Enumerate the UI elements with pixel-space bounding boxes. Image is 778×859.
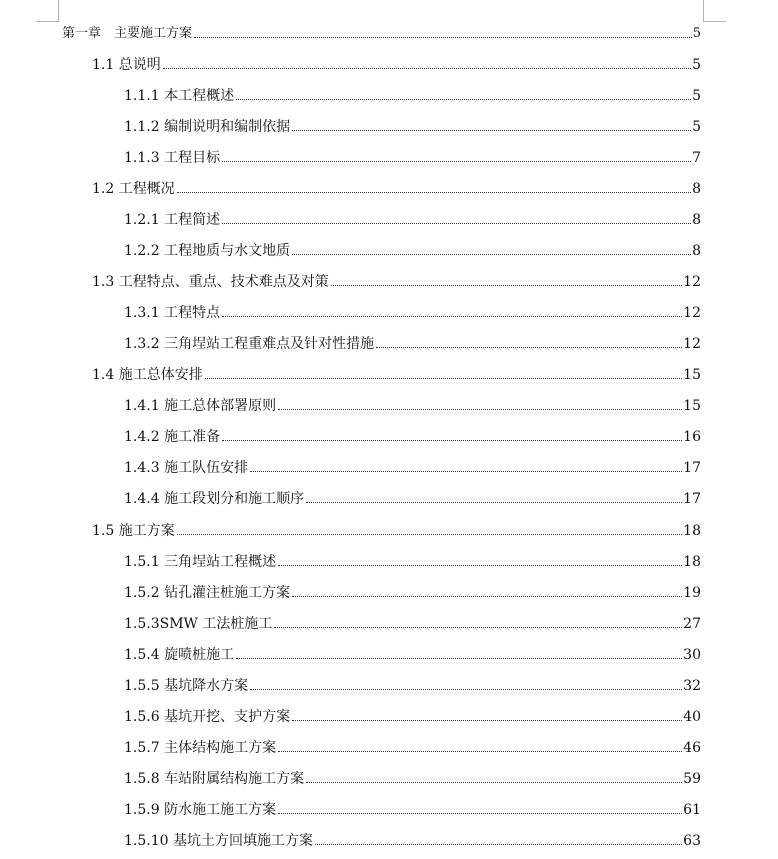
toc-entry-title: 1.4.1 施工总体部署原则 bbox=[124, 398, 277, 414]
toc-entry[interactable] bbox=[124, 706, 701, 726]
toc-entry-page: 15 bbox=[683, 367, 701, 383]
toc-entry-title: 1.5.4 旋喷桩施工 bbox=[124, 647, 235, 663]
toc-entry-page: 17 bbox=[683, 460, 701, 476]
toc-entry[interactable] bbox=[124, 551, 701, 571]
toc-entry[interactable] bbox=[92, 271, 701, 291]
toc-entry-title: 1.5.7 主体结构施工方案 bbox=[124, 740, 277, 756]
toc-entry[interactable] bbox=[124, 768, 701, 788]
toc-entry[interactable] bbox=[124, 85, 701, 105]
toc-entry-page: 30 bbox=[683, 647, 701, 663]
toc-leader-dots bbox=[292, 720, 682, 721]
toc-entry-page: 40 bbox=[683, 709, 701, 725]
toc-entry-title: 1.1.1 本工程概述 bbox=[124, 88, 235, 104]
toc-entry[interactable] bbox=[124, 116, 701, 136]
toc-entry-page: 17 bbox=[683, 491, 701, 507]
toc-entry-page: 5 bbox=[692, 88, 701, 104]
toc-entry-page: 7 bbox=[692, 150, 701, 166]
toc-entry-page: 12 bbox=[683, 305, 701, 321]
toc-entry-title: 1.1.2 编制说明和编制依据 bbox=[124, 119, 291, 135]
toc-entry-page: 15 bbox=[683, 398, 701, 414]
toc-entry[interactable] bbox=[124, 830, 701, 850]
toc-entry-page: 5 bbox=[692, 119, 701, 135]
toc-entry-page: 8 bbox=[692, 181, 701, 197]
toc-entry-title: 1.3.1 工程特点 bbox=[124, 305, 221, 321]
toc-entry[interactable] bbox=[124, 644, 701, 664]
toc-entry-title: 1.3.2 三角埕站工程重难点及针对性措施 bbox=[124, 336, 375, 352]
toc-entry[interactable] bbox=[124, 488, 701, 508]
toc-entry[interactable] bbox=[62, 23, 701, 43]
toc-entry-title: 1.2.1 工程简述 bbox=[124, 212, 221, 228]
toc-entry-title: 1.5.8 车站附属结构施工方案 bbox=[124, 771, 305, 787]
toc-entry-title: 1.5.5 基坑降水方案 bbox=[124, 678, 249, 694]
toc-leader-dots bbox=[306, 502, 682, 503]
toc-leader-dots bbox=[292, 596, 682, 597]
toc-entry[interactable] bbox=[124, 240, 701, 260]
toc-entry-title: 1.1.3 工程目标 bbox=[124, 150, 221, 166]
toc-entry-title: 1.5.10 基坑土方回填施工方案 bbox=[124, 833, 313, 849]
toc-entry-page: 16 bbox=[683, 429, 701, 445]
toc-leader-dots bbox=[236, 99, 691, 100]
toc-leader-dots bbox=[163, 68, 691, 69]
toc-entry-page: 18 bbox=[683, 523, 701, 539]
toc-entry[interactable] bbox=[124, 147, 701, 167]
toc-entry-title: 第一章 主要施工方案 bbox=[62, 26, 193, 41]
toc-leader-dots bbox=[315, 844, 682, 845]
toc-entry[interactable] bbox=[92, 520, 701, 540]
toc-entry-page: 18 bbox=[683, 554, 701, 570]
toc-entry-page: 27 bbox=[683, 616, 701, 632]
toc-leader-dots bbox=[205, 378, 682, 379]
toc-entry-title: 1.3 工程特点、重点、技术难点及对策 bbox=[92, 274, 329, 290]
toc-entry-page: 32 bbox=[683, 678, 701, 694]
toc-leader-dots bbox=[278, 751, 682, 752]
toc-entry[interactable] bbox=[92, 178, 701, 198]
toc-entry-page: 63 bbox=[683, 833, 701, 849]
toc-entry-page: 5 bbox=[692, 57, 701, 73]
toc-entry-page: 61 bbox=[683, 802, 701, 818]
toc-entry[interactable] bbox=[124, 582, 701, 602]
toc-entry-page: 46 bbox=[683, 740, 701, 756]
toc-leader-dots bbox=[222, 223, 691, 224]
toc-entry[interactable] bbox=[124, 209, 701, 229]
toc-entry-page: 59 bbox=[683, 771, 701, 787]
toc-entry-title: 1.5.3SMW 工法桩施工 bbox=[124, 616, 273, 632]
toc-leader-dots bbox=[274, 627, 682, 628]
toc-entry-title: 1.4.2 施工准备 bbox=[124, 429, 221, 445]
toc-entry[interactable] bbox=[124, 302, 701, 322]
toc-leader-dots bbox=[278, 565, 682, 566]
toc-leader-dots bbox=[194, 37, 692, 38]
toc-entry-page: 8 bbox=[692, 212, 701, 228]
toc-entry-title: 1.4.4 施工段划分和施工顺序 bbox=[124, 491, 305, 507]
toc-leader-dots bbox=[278, 409, 682, 410]
toc-leader-dots bbox=[376, 347, 682, 348]
toc-leader-dots bbox=[278, 813, 682, 814]
toc-entry[interactable] bbox=[92, 364, 701, 384]
toc-leader-dots bbox=[222, 161, 691, 162]
toc-entry-title: 1.2.2 工程地质与水文地质 bbox=[124, 243, 291, 259]
toc-entry[interactable] bbox=[92, 54, 701, 74]
toc-entry-title: 1.4 施工总体安排 bbox=[92, 367, 203, 383]
toc-entry[interactable] bbox=[124, 737, 701, 757]
toc-leader-dots bbox=[292, 130, 691, 131]
toc-entry-page: 8 bbox=[692, 243, 701, 259]
toc-entry-title: 1.5.1 三角埕站工程概述 bbox=[124, 554, 277, 570]
toc-entry-title: 1.5 施工方案 bbox=[92, 523, 175, 539]
toc-entry-title: 1.5.6 基坑开挖、支护方案 bbox=[124, 709, 291, 725]
toc-leader-dots bbox=[222, 440, 682, 441]
toc-entry[interactable] bbox=[124, 395, 701, 415]
toc-entry[interactable] bbox=[124, 799, 701, 819]
toc-entry[interactable] bbox=[124, 333, 701, 353]
toc-entry-page: 5 bbox=[692, 26, 701, 41]
toc-entry[interactable] bbox=[124, 613, 701, 633]
toc-entry[interactable] bbox=[124, 457, 701, 477]
toc-leader-dots bbox=[306, 782, 682, 783]
toc-entry-page: 12 bbox=[683, 274, 701, 290]
toc-leader-dots bbox=[222, 316, 682, 317]
toc-entry-title: 1.1 总说明 bbox=[92, 57, 161, 73]
toc-leader-dots bbox=[331, 285, 682, 286]
toc-entry-title: 1.4.3 施工队伍安排 bbox=[124, 460, 249, 476]
toc-leader-dots bbox=[250, 689, 682, 690]
toc-entry[interactable] bbox=[124, 675, 701, 695]
toc-entry-page: 12 bbox=[683, 336, 701, 352]
toc-leader-dots bbox=[250, 471, 682, 472]
toc-leader-dots bbox=[236, 658, 682, 659]
toc-entry-page: 19 bbox=[683, 585, 701, 601]
toc-entry-title: 1.5.9 防水施工施工方案 bbox=[124, 802, 277, 818]
toc-leader-dots bbox=[177, 192, 691, 193]
toc-leader-dots bbox=[177, 534, 682, 535]
toc-entry[interactable] bbox=[124, 426, 701, 446]
toc-leader-dots bbox=[292, 254, 691, 255]
toc-entry-title: 1.5.2 钻孔灌注桩施工方案 bbox=[124, 585, 291, 601]
toc-entry-title: 1.2 工程概况 bbox=[92, 181, 175, 197]
